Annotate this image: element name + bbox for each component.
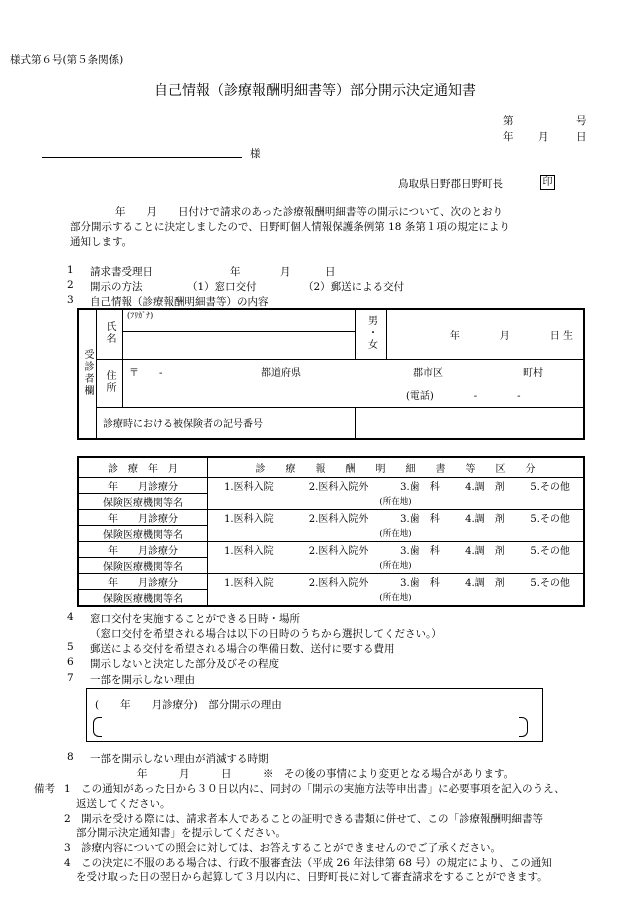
item2-num: 2 bbox=[67, 279, 74, 291]
doc-no-go: 号 bbox=[576, 115, 587, 127]
intro-line3: 通知します。 bbox=[70, 236, 133, 248]
claim-row bbox=[78, 477, 584, 493]
claim-location[interactable]: (所在地) bbox=[208, 557, 585, 573]
item5-label: 郵送による交付を希望される場合の準備日数、送付に要する費用 bbox=[90, 643, 395, 655]
claim-category-2[interactable]: 2.医科入院外 bbox=[308, 513, 369, 525]
item3-num: 3 bbox=[67, 294, 74, 306]
claim-category-5[interactable]: 5.その他 bbox=[517, 573, 584, 589]
item1-year: 年 bbox=[230, 266, 241, 278]
claim-month[interactable]: 年 月診療分 bbox=[78, 477, 208, 493]
claim-category-2[interactable]: 2.医科入院外 bbox=[308, 577, 369, 589]
method-window[interactable]: （1）窓口交付 bbox=[187, 281, 257, 293]
method-mail[interactable]: （2）郵送による交付 bbox=[303, 281, 405, 293]
intro-line2: 部分開示することに決定しましたので、日野町個人情報保護条例第 18 条第１項の規定により bbox=[70, 221, 510, 233]
furigana-field[interactable]: (ﾌﾘｶﾞﾅ) bbox=[123, 309, 356, 331]
reason-box[interactable] bbox=[86, 688, 543, 742]
note4a: 4 この決定に不服のある場合は、行政不服審査法（平成 26 年法律第 68 号）の規定により、この通知 bbox=[64, 857, 552, 869]
claim-row bbox=[78, 541, 584, 557]
claim-inst-label: 保険医療機関等名 bbox=[78, 589, 208, 606]
claim-category-5[interactable]: 5.その他 bbox=[517, 477, 584, 493]
issuer: 鳥取県日野郡日野町長 bbox=[398, 178, 503, 190]
notes-label: 備考 bbox=[34, 783, 55, 795]
claims-head-month: 診 療 年 月 bbox=[78, 457, 208, 477]
seal: 印 bbox=[540, 175, 555, 190]
note1b: 返送してください。 bbox=[76, 798, 171, 810]
item3-label: 自己情報（診療報酬明細書等）の内容 bbox=[90, 296, 269, 308]
date-month: 月 bbox=[538, 131, 549, 143]
claim-category-3[interactable]: 3.歯 科 bbox=[400, 513, 440, 525]
item6-num: 6 bbox=[67, 656, 74, 668]
form-number: 様式第６号(第５条関係) bbox=[10, 54, 124, 66]
claim-category-1[interactable]: 1.医科入院 bbox=[208, 477, 290, 493]
town: 町村 bbox=[523, 367, 543, 379]
item8-num: 8 bbox=[67, 751, 74, 763]
claim-inst-label: 保険医療機関等名 bbox=[78, 525, 208, 541]
claim-category-1[interactable]: 1.医科入院 bbox=[208, 573, 290, 589]
note4b: を受け取った日の翌日から起算して３月以内に、日野町長に対して審査請求をすることができます。 bbox=[76, 871, 548, 883]
claim-category-3[interactable]: 3.歯 科 bbox=[400, 545, 440, 557]
bracket-right bbox=[519, 717, 528, 737]
item4-note: （窓口交付を希望される場合は以下の日時のうちから選択してください。） bbox=[90, 628, 442, 640]
item4-label: 窓口交付を実施することができる日時・場所 bbox=[90, 613, 300, 625]
patient-side-label: 受診者欄 bbox=[78, 309, 97, 439]
birth-field[interactable]: 年 月 日 生 bbox=[387, 309, 585, 359]
claim-inst-row bbox=[78, 493, 584, 509]
item8-label: 一部を開示しない理由が消滅する時期 bbox=[90, 753, 269, 765]
sex-field[interactable]: 男・女 bbox=[356, 309, 387, 359]
claim-inst-row bbox=[78, 525, 584, 541]
claim-category-1[interactable]: 1.医科入院 bbox=[208, 509, 290, 525]
note3: 3 診療内容についての照会に対しては、お答えすることができませんのでご了承ください。 bbox=[64, 842, 501, 854]
claim-category-2[interactable]: 2.医科入院外 bbox=[308, 481, 369, 493]
item1-num: 1 bbox=[67, 264, 74, 276]
claim-location[interactable]: (所在地) bbox=[208, 589, 585, 606]
claims-table bbox=[77, 456, 585, 607]
claim-category-4[interactable]: 4.調 剤 bbox=[465, 545, 505, 557]
claim-inst-row bbox=[78, 589, 584, 606]
item2-label: 開示の方法 bbox=[90, 281, 143, 293]
postal: 〒 - bbox=[129, 367, 163, 379]
item1-label: 請求書受理日 bbox=[90, 266, 153, 278]
item7-num: 7 bbox=[67, 672, 74, 684]
claim-inst-row bbox=[78, 557, 584, 573]
recipient-suffix: 様 bbox=[250, 148, 261, 160]
item4-num: 4 bbox=[67, 611, 74, 623]
page-title: 自己情報（診療報酬明細書等）部分開示決定通知書 bbox=[154, 83, 476, 99]
claim-category-4[interactable]: 4.調 剤 bbox=[465, 481, 505, 493]
claim-category-3[interactable]: 3.歯 科 bbox=[400, 577, 440, 589]
patient-table bbox=[77, 308, 585, 440]
item1-month: 月 bbox=[280, 266, 291, 278]
claims-head-type: 診 療 報 酬 明 細 書 等 区 分 bbox=[208, 457, 585, 477]
claim-category-4[interactable]: 4.調 剤 bbox=[465, 513, 505, 525]
address-field[interactable] bbox=[123, 359, 585, 407]
claim-month[interactable]: 年 月診療分 bbox=[78, 541, 208, 557]
name-label: 氏名 bbox=[97, 309, 123, 359]
claim-category-4[interactable]: 4.調 剤 bbox=[465, 577, 505, 589]
insured-field[interactable] bbox=[356, 407, 585, 439]
claim-month[interactable]: 年 月診療分 bbox=[78, 509, 208, 525]
item6-label: 開示しないと決定した部分及びその程度 bbox=[90, 658, 279, 670]
note1a: 1 この通知があった日から３０日以内に、同封の「開示の実施方法等申出書」に必要事項を記入のうえ、 bbox=[64, 783, 565, 795]
recipient-line bbox=[42, 157, 242, 158]
bracket-left bbox=[93, 717, 102, 737]
intro-line1: 年 月 日付けで請求のあった診療報酬明細書等の開示について、次のとおり bbox=[115, 206, 503, 218]
claim-location[interactable]: (所在地) bbox=[208, 493, 585, 509]
insured-label: 診療時における被保険者の記号番号 bbox=[97, 407, 356, 439]
claim-category-1[interactable]: 1.医科入院 bbox=[208, 541, 290, 557]
address-label: 住所 bbox=[97, 359, 123, 407]
claim-row bbox=[78, 509, 584, 525]
claim-category-3[interactable]: 3.歯 科 bbox=[400, 481, 440, 493]
claim-row bbox=[78, 573, 584, 589]
claim-inst-label: 保険医療機関等名 bbox=[78, 493, 208, 509]
claim-category-5[interactable]: 5.その他 bbox=[517, 509, 584, 525]
name-field[interactable] bbox=[123, 331, 356, 359]
doc-no-dai: 第 bbox=[503, 115, 514, 127]
claim-inst-label: 保険医療機関等名 bbox=[78, 557, 208, 573]
claim-category-5[interactable]: 5.その他 bbox=[517, 541, 584, 557]
note2b: 部分開示決定通知書」を提示してください。 bbox=[76, 827, 286, 839]
item7-label: 一部を開示しない理由 bbox=[90, 674, 195, 686]
city: 郡市区 bbox=[413, 367, 443, 379]
reason-label: ( 年 月診療分) 部分開示の理由 bbox=[95, 699, 282, 711]
item5-num: 5 bbox=[67, 641, 74, 653]
prefecture: 都道府県 bbox=[261, 367, 301, 379]
claim-category-2[interactable]: 2.医科入院外 bbox=[308, 545, 369, 557]
claim-location[interactable]: (所在地) bbox=[208, 525, 585, 541]
date-year: 年 bbox=[503, 131, 514, 143]
item1-day: 日 bbox=[325, 266, 336, 278]
note2a: 2 開示を受ける際には、請求者本人であることの証明できる書類に併せて、この「診療報酬明細書等 bbox=[64, 813, 543, 825]
item8-line: 年 月 日 ※ その後の事情により変更となる場合があります。 bbox=[137, 768, 515, 780]
claim-month[interactable]: 年 月診療分 bbox=[78, 573, 208, 589]
date-day: 日 bbox=[576, 131, 587, 143]
phone: (電話) - - bbox=[406, 390, 521, 402]
